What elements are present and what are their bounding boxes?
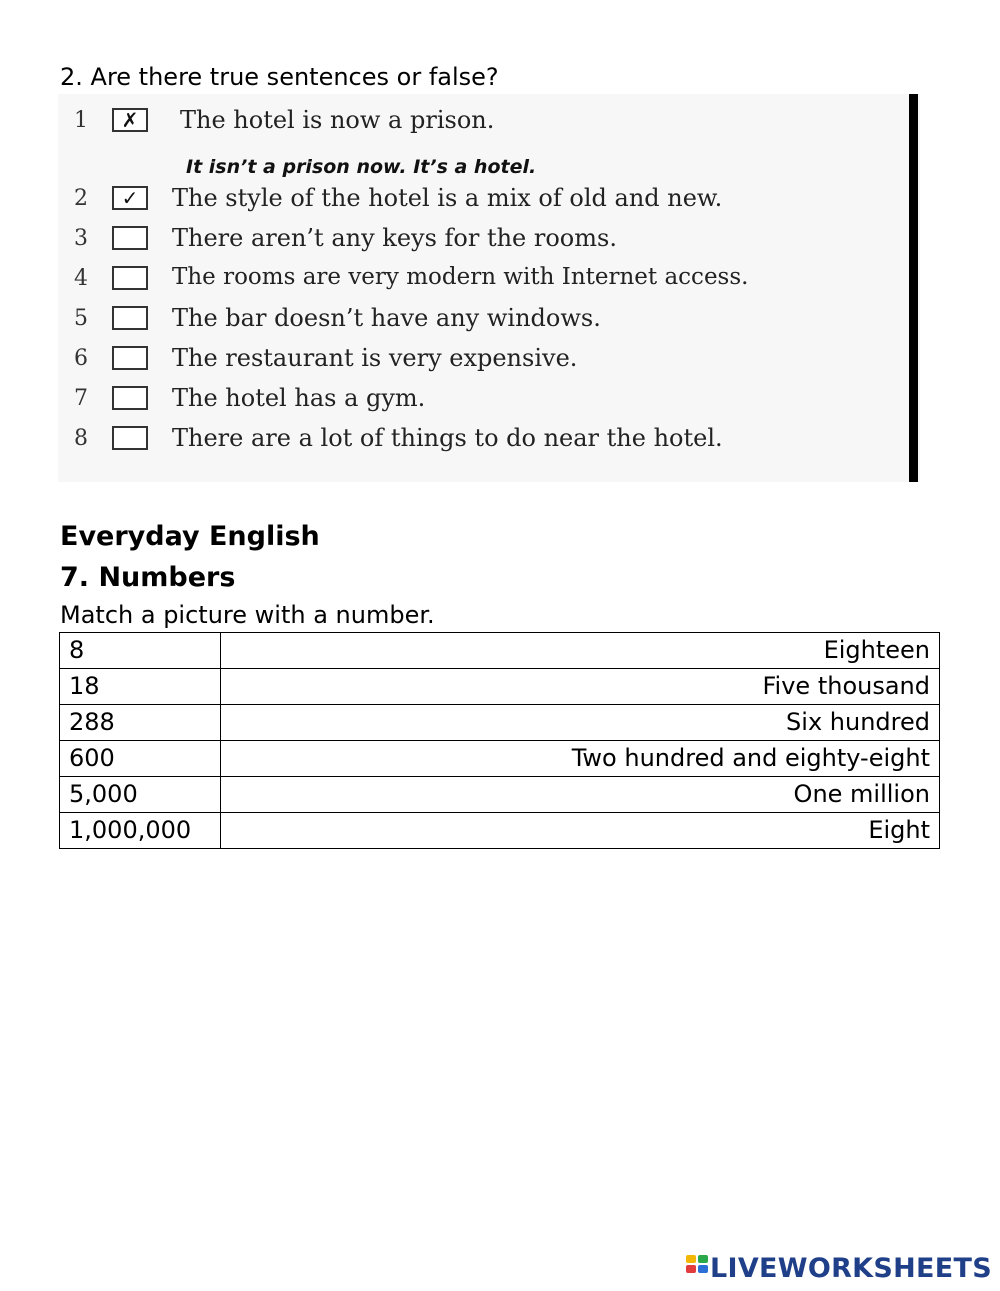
exercise-item-4 (58, 262, 898, 296)
answer-checkbox[interactable] (112, 266, 148, 290)
answer-checkbox[interactable] (112, 226, 148, 250)
match-table (59, 632, 940, 849)
answer-checkbox[interactable] (112, 346, 148, 370)
item-sentence: There are a lot of things to do near the hotel. (172, 424, 723, 452)
exercise-image (58, 94, 920, 482)
exercise-item-1 (58, 104, 898, 178)
item-sentence: The restaurant is very expensive. (172, 344, 578, 372)
exercise-item-2 (58, 182, 898, 216)
word-cell[interactable]: Five thousand (221, 669, 940, 705)
answer-checkbox[interactable]: ✓ (112, 186, 148, 210)
table-row (60, 777, 940, 813)
word-cell[interactable]: Eighteen (221, 633, 940, 669)
item-number: 6 (74, 346, 88, 371)
item-sentence: The hotel has a gym. (172, 384, 426, 412)
section-subheading: 7. Numbers (60, 562, 236, 593)
table-row (60, 669, 940, 705)
word-cell[interactable]: Eight (221, 813, 940, 849)
table-row (60, 705, 940, 741)
answer-checkbox[interactable]: ✗ (112, 108, 148, 132)
item-sentence: There aren’t any keys for the rooms. (172, 224, 617, 252)
table-row (60, 633, 940, 669)
number-cell: 288 (60, 705, 221, 741)
exercise-item-7 (58, 382, 898, 416)
item-number: 1 (74, 108, 88, 133)
section-heading: Everyday English (60, 521, 320, 552)
item-number: 5 (74, 306, 88, 331)
exercise-item-6 (58, 342, 898, 376)
table-row (60, 813, 940, 849)
item-number: 3 (74, 226, 88, 251)
answer-checkbox[interactable] (112, 386, 148, 410)
answer-checkbox[interactable] (112, 426, 148, 450)
item-number: 8 (74, 426, 88, 451)
divider-bar (909, 94, 918, 482)
exercise-item-8 (58, 422, 898, 456)
number-cell: 1,000,000 (60, 813, 221, 849)
item-sentence: The hotel is now a prison. (180, 106, 495, 134)
instructions: Match a picture with a number. (60, 601, 435, 629)
example-correction: It isn’t a prison now. It’s a hotel. (186, 156, 537, 178)
question-title: 2. Are there true sentences or false? (60, 63, 499, 91)
number-cell: 600 (60, 741, 221, 777)
answer-checkbox[interactable] (112, 306, 148, 330)
item-number: 2 (74, 186, 88, 211)
word-cell[interactable]: Two hundred and eighty-eight (221, 741, 940, 777)
table-row (60, 741, 940, 777)
item-number: 7 (74, 386, 88, 411)
item-number: 4 (74, 266, 88, 291)
liveworksheets-logo-icon (686, 1255, 708, 1283)
number-cell: 5,000 (60, 777, 221, 813)
item-sentence: The bar doesn’t have any windows. (172, 304, 601, 332)
brand-name: LIVEWORKSHEETS (709, 1253, 992, 1284)
number-cell: 18 (60, 669, 221, 705)
item-sentence: The rooms are very modern with Internet access. (172, 264, 749, 290)
liveworksheets-brand (686, 1253, 992, 1284)
item-sentence: The style of the hotel is a mix of old and new. (172, 184, 723, 212)
word-cell[interactable]: Six hundred (221, 705, 940, 741)
exercise-item-3 (58, 222, 898, 256)
number-cell: 8 (60, 633, 221, 669)
exercise-item-5 (58, 302, 898, 336)
word-cell[interactable]: One million (221, 777, 940, 813)
